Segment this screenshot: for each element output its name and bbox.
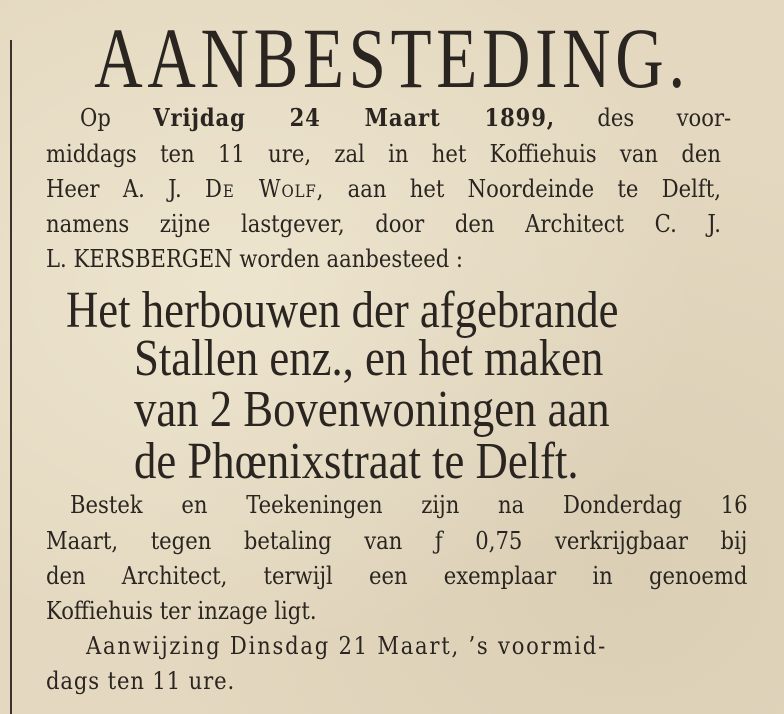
headline-line1: Het herbouwen der afgebrande [66,282,619,339]
paragraph3-line2: dags ten 11 ure. [46,667,236,695]
heer-initials: Heer A. J. [46,175,182,203]
paragraph2-line4: Koffiehuis ter inzage ligt. [46,597,317,625]
headline-line2: Stallen enz., en het maken [134,330,604,387]
paragraph1-line4: namens zijne lastgever, door den Architect C. J. [46,210,721,238]
word-op: Op [80,104,111,132]
paragraph1-line5: L. KERSBERGEN worden aanbesteed : [46,245,464,273]
paragraph3-line1: Aanwijzing Dinsdag 21 Maart, ’s voormid- [86,632,607,660]
location-text: aan het Noordeinde te Delft, [347,175,721,203]
heer-name: De Wolf, [205,175,325,203]
headline-line4: de Phœnixstraat te Delft. [134,433,579,490]
word-des-voor: des voor- [597,104,732,132]
paragraph1-line2: middags ten 11 ure, zal in het Koffiehuis van den [46,140,721,168]
paragraph2-line2: Maart, tegen betaling van ƒ 0,75 verkrijgbaar bij [46,527,748,555]
headline-line3: van 2 Bovenwoningen aan [134,381,610,438]
auction-date: Vrijdag 24 Maart 1899, [153,103,556,132]
paragraph2-line1: Bestek en Teekeningen zijn na Donderdag 16 [70,491,748,519]
paragraph1-line1 [80,103,731,133]
notice-title: AANBESTEDING. [94,10,690,106]
paragraph1-line3 [46,174,721,204]
column-rule [10,40,12,714]
paragraph2-line3: den Architect, terwijl een exemplaar in genoemd [46,562,748,590]
